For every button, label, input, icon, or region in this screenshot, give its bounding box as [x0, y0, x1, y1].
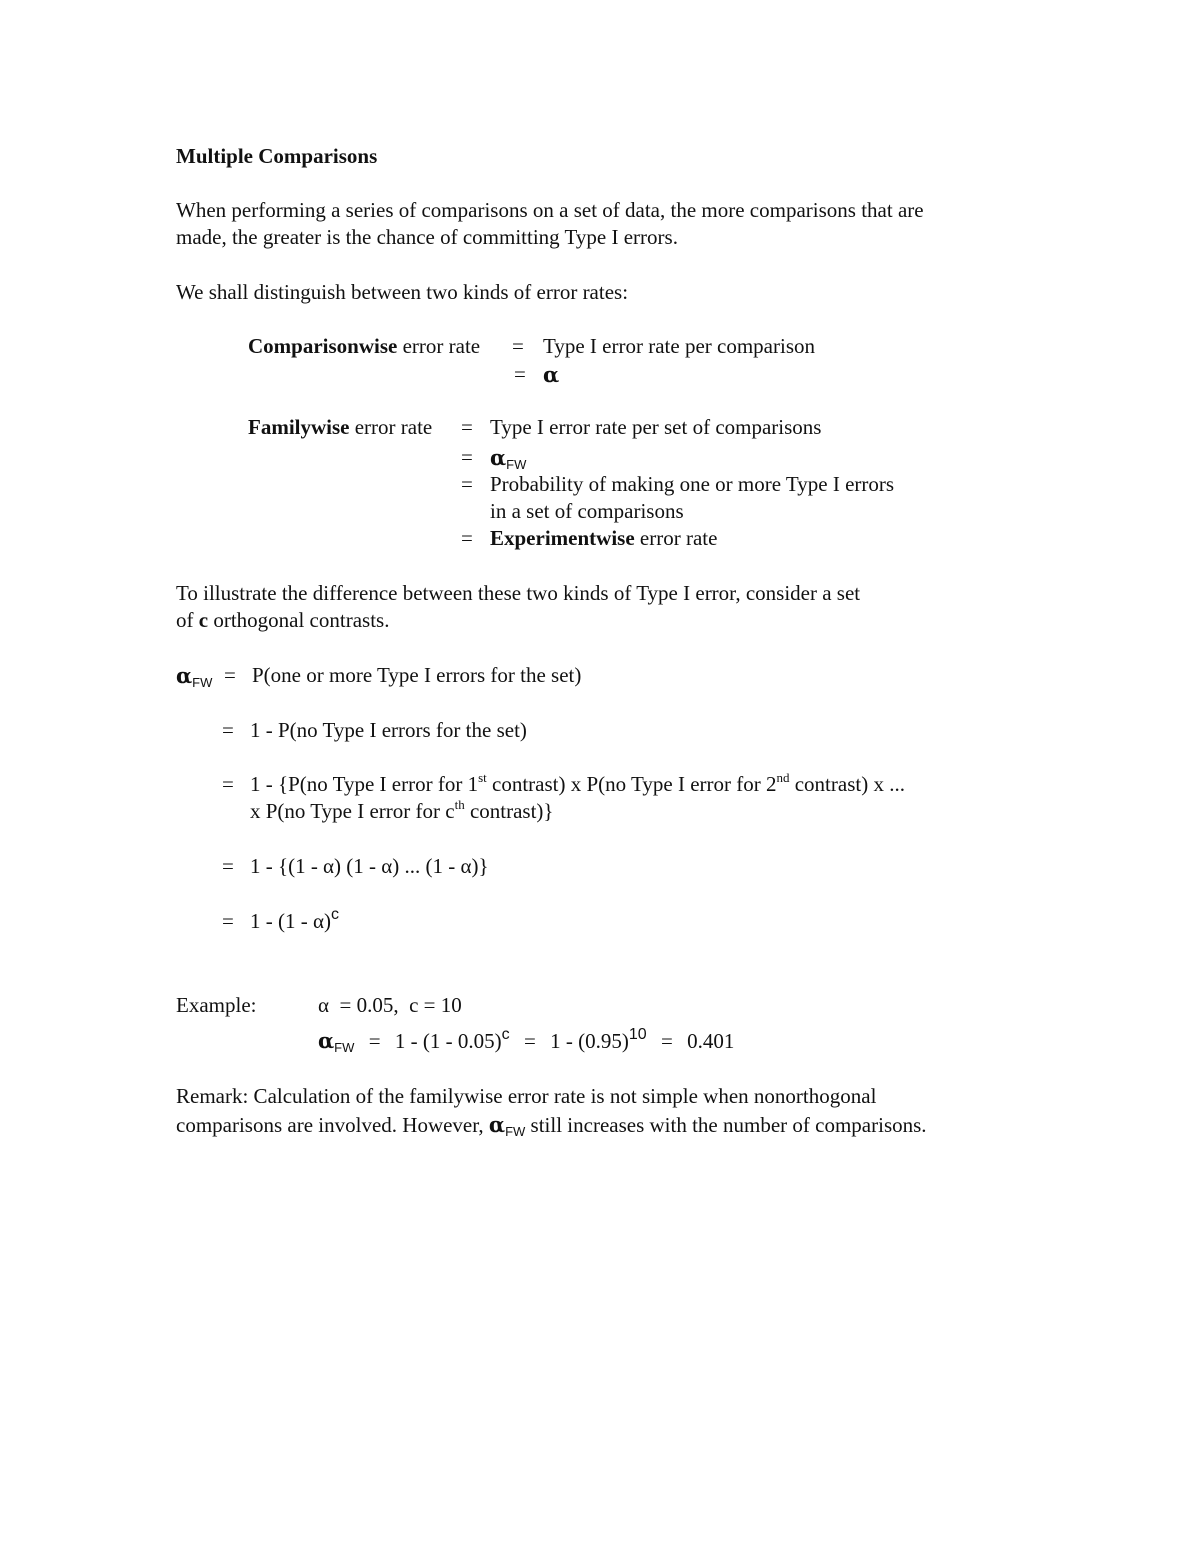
familywise-def-3a: Probability of making one or more Type I errors — [490, 472, 895, 496]
familywise-eq-2: = — [461, 445, 473, 469]
comparisonwise-definition — [248, 333, 480, 360]
familywise-definition — [248, 414, 432, 441]
comparisonwise-eq-1: = — [512, 334, 524, 358]
alpha-symbol: α — [488, 1112, 506, 1137]
familywise-term: Familywise — [248, 415, 350, 439]
alpha-symbol: α — [318, 1028, 335, 1053]
remark-line-2 — [176, 1111, 927, 1139]
derivation-eq-3: = — [222, 772, 234, 796]
step3b-part1: x P(no Type I error for c — [250, 799, 455, 823]
illustrate-line-2 — [176, 607, 389, 634]
step3a-part1: 1 - {P(no Type I error for 1 — [250, 772, 479, 796]
example-label: Example: — [176, 993, 257, 1017]
familywise-def-1: Type I error rate per set of comparisons — [490, 415, 822, 439]
alpha-symbol: α — [176, 663, 193, 688]
remark-post: still increases with the number of comparisons. — [525, 1113, 927, 1137]
step3a-part2: contrast) x P(no Type I error for 2 — [486, 772, 777, 796]
remark-pre: comparisons are involved. However, — [176, 1113, 489, 1137]
example-calc1: 1 - (1 - 0.05) — [394, 1029, 502, 1053]
step3a-sup2: nd — [776, 770, 790, 785]
comparisonwise-eq-2: = — [514, 362, 526, 386]
alpha-subscript: FW — [506, 457, 527, 472]
alpha-symbol: α — [490, 445, 507, 470]
illustrate-post: orthogonal contrasts. — [208, 608, 390, 632]
familywise-def-4 — [490, 525, 717, 552]
derivation-step-3b — [250, 798, 554, 825]
illustrate-c: c — [198, 608, 209, 632]
step3a-sup1: st — [478, 770, 487, 785]
familywise-label: error rate — [349, 415, 433, 439]
illustrate-pre: of — [176, 608, 199, 632]
familywise-def-3b: in a set of comparisons — [490, 499, 684, 523]
step5-sup: c — [330, 906, 339, 923]
example-calc1-sup: c — [501, 1026, 510, 1043]
derivation-eq-1: = — [224, 663, 236, 687]
intro-line-2: made, the greater is the chance of committing Type I errors. — [176, 225, 678, 249]
example-calc — [318, 1027, 734, 1055]
example-calc2-sup: 10 — [628, 1026, 647, 1043]
remark-line-1: Remark: Calculation of the familywise error rate is not simple when nonorthogonal — [176, 1084, 877, 1108]
derivation-step-5 — [250, 908, 339, 935]
familywise-eq-3: = — [461, 472, 473, 496]
step5-base: 1 - (1 - α) — [250, 909, 331, 933]
familywise-eq-1: = — [461, 415, 473, 439]
step3a-part3: contrast) x ... — [789, 772, 905, 796]
derivation-step-2: 1 - P(no Type I errors for the set) — [250, 718, 527, 742]
example-params: α = 0.05, c = 10 — [318, 993, 462, 1017]
comparisonwise-alpha: α — [543, 362, 560, 387]
derivation-eq-5: = — [222, 909, 234, 933]
example-calc2: 1 - (0.95) — [550, 1029, 629, 1053]
familywise-eq-4: = — [461, 526, 473, 550]
derivation-eq-2: = — [222, 718, 234, 742]
comparisonwise-term: Comparisonwise — [248, 334, 398, 358]
derivation-step-3a — [250, 771, 905, 798]
alpha-subscript: FW — [334, 1040, 355, 1055]
derivation-eq-4: = — [222, 854, 234, 878]
distinguish-text: We shall distinguish between two kinds of error rates: — [176, 280, 629, 304]
step3b-sup: th — [454, 797, 465, 812]
example-eq-3: = — [660, 1029, 673, 1053]
derivation-step-4: 1 - {(1 - α) (1 - α) ... (1 - α)} — [250, 854, 489, 878]
example-eq-2: = — [523, 1029, 536, 1053]
comparisonwise-label: error rate — [397, 334, 481, 358]
intro-line-1: When performing a series of comparisons on a set of data, the more comparisons that are — [176, 198, 924, 222]
alpha-subscript: FW — [192, 675, 213, 690]
alpha-subscript: FW — [505, 1124, 526, 1139]
experimentwise-term: Experimentwise — [490, 526, 635, 550]
example-eq-1: = — [368, 1029, 381, 1053]
illustrate-line-1: To illustrate the difference between these two kinds of Type I error, consider a set — [176, 581, 861, 605]
comparisonwise-def-1: Type I error rate per comparison — [543, 334, 815, 358]
familywise-def-2 — [490, 444, 526, 472]
experimentwise-label: error rate — [634, 526, 718, 550]
step3b-part2: contrast)} — [464, 799, 554, 823]
derivation-step-1: P(one or more Type I errors for the set) — [252, 663, 582, 687]
page-title: Multiple Comparisons — [176, 144, 378, 168]
derivation-lhs — [176, 662, 212, 690]
example-result: 0.401 — [687, 1029, 735, 1053]
